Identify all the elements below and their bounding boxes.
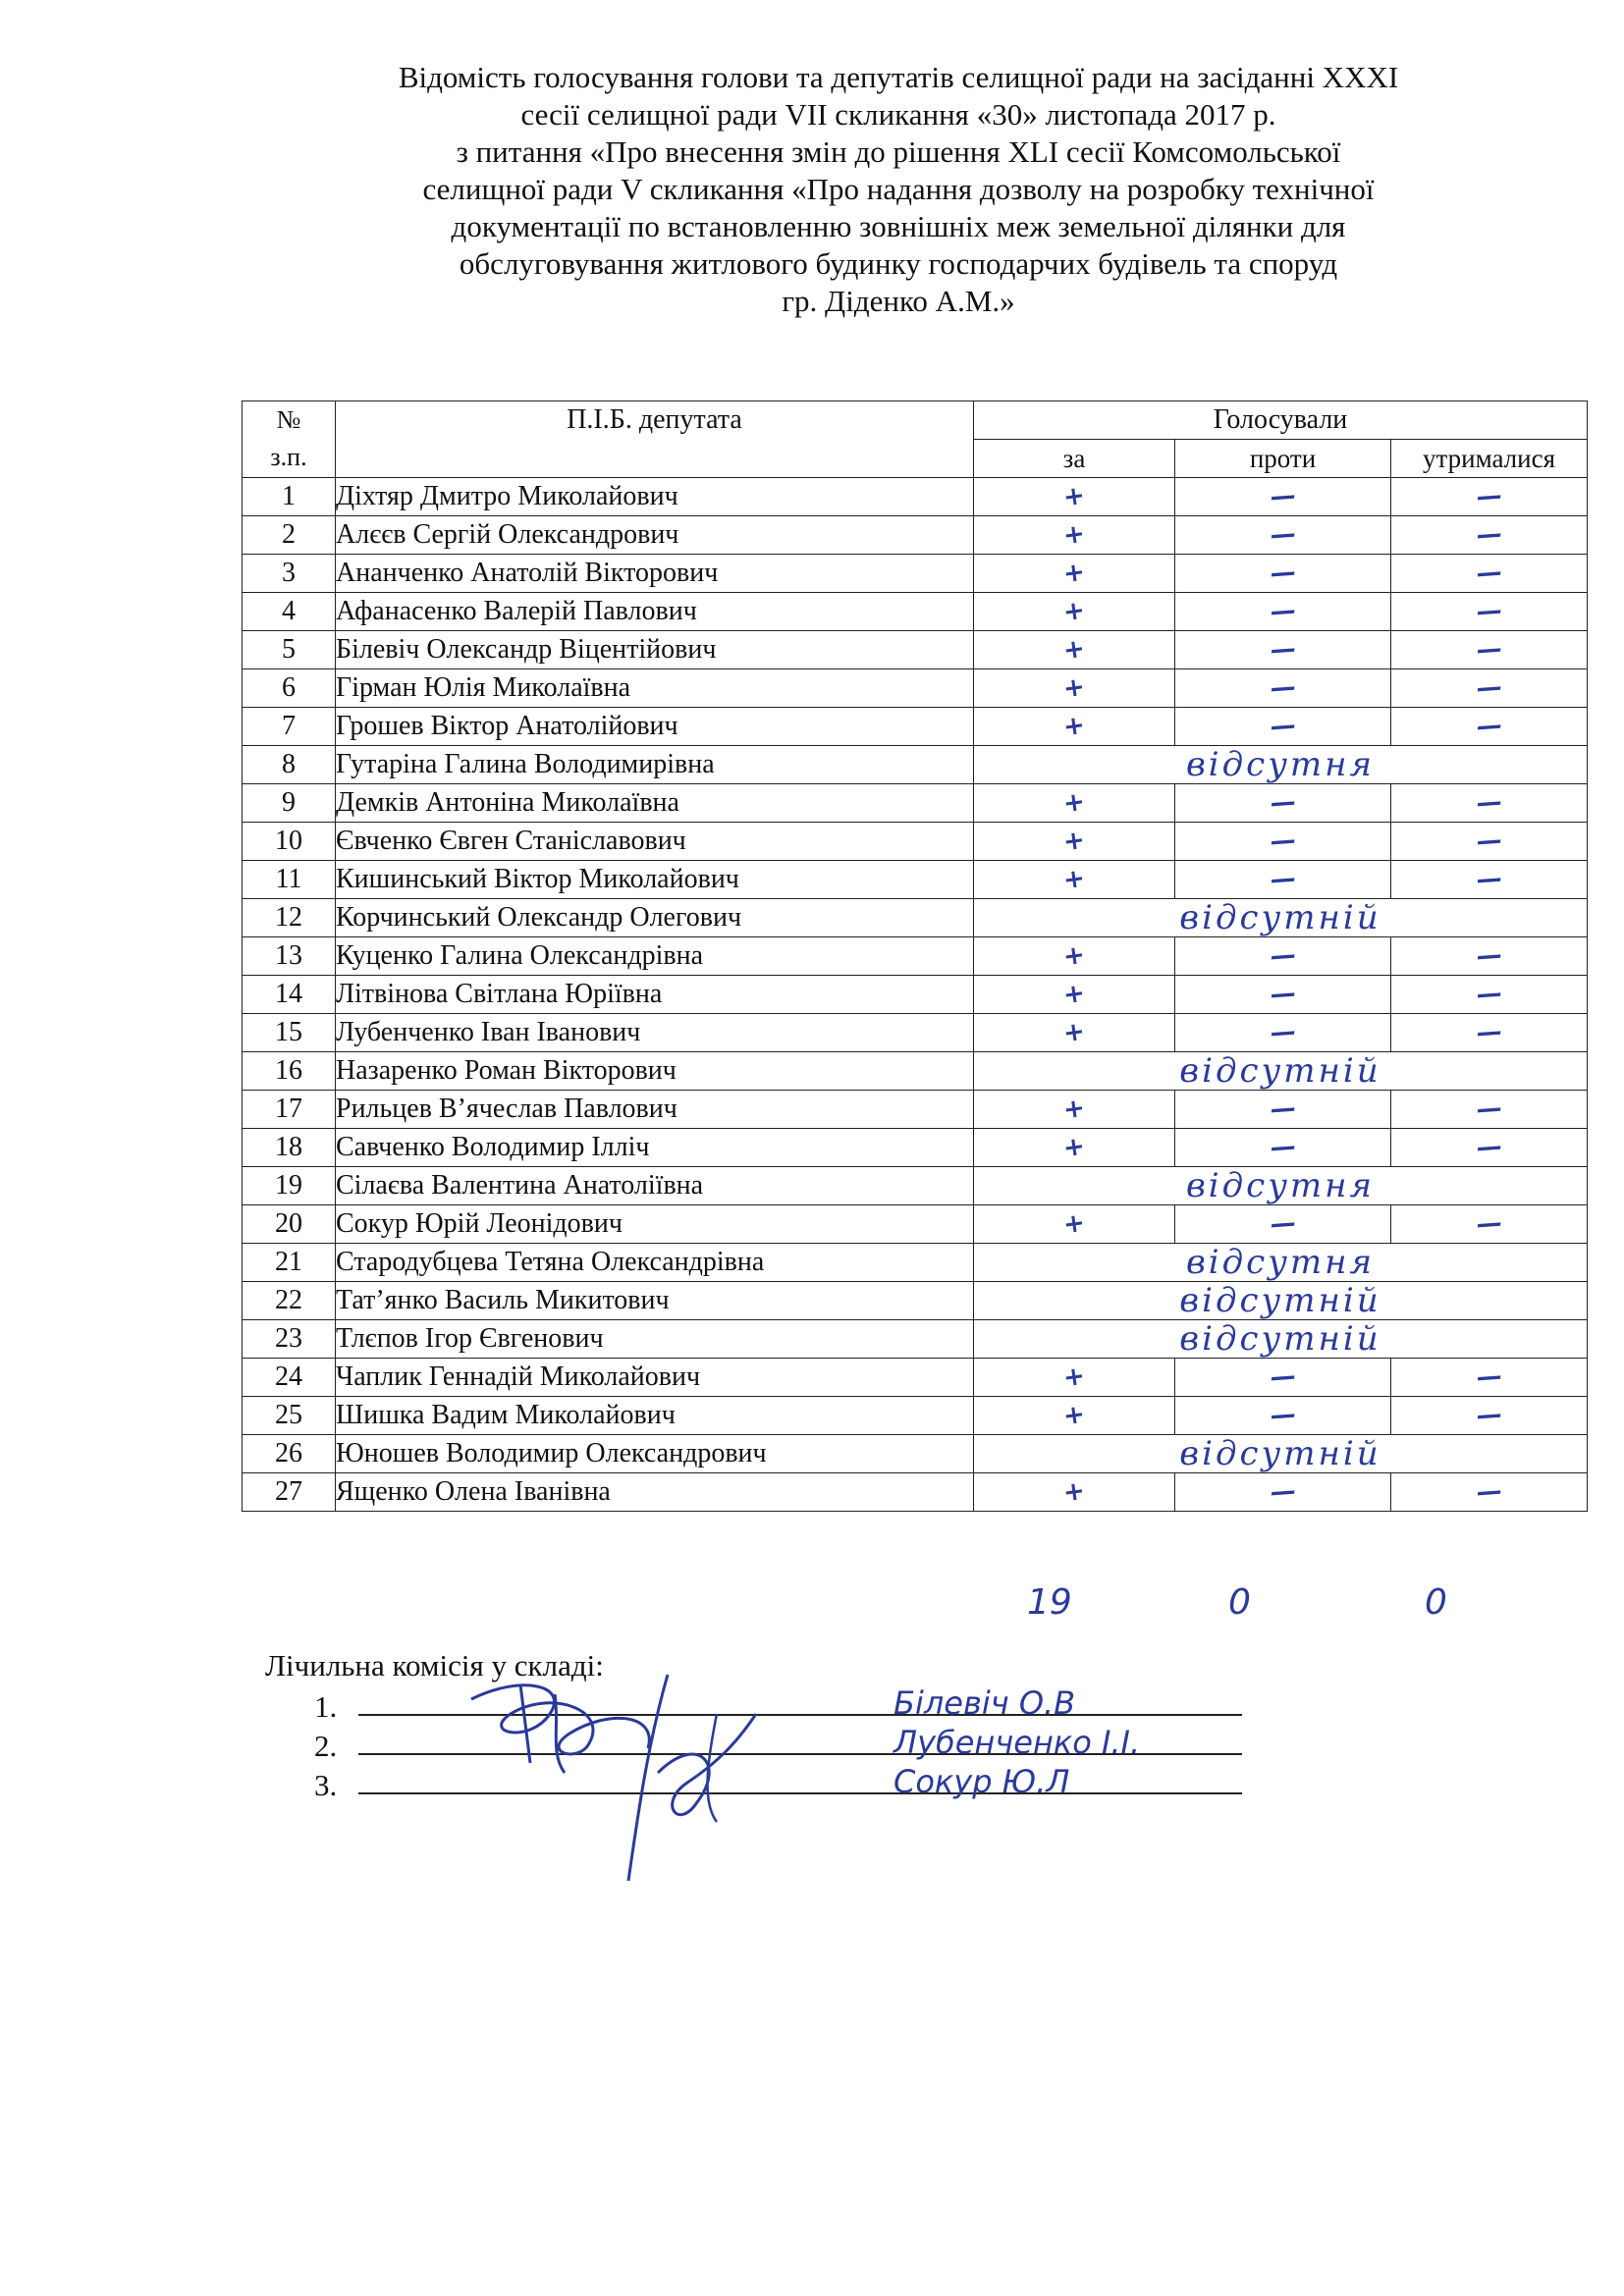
deputy-name: Савченко Володимир Ілліч	[336, 1129, 974, 1167]
vote-against-cell	[1175, 1473, 1391, 1512]
row-number: 10	[243, 823, 336, 861]
vote-abstain-cell	[1391, 784, 1588, 823]
row-number: 2	[243, 516, 336, 555]
vote-abstain-mark: —	[1475, 1094, 1503, 1125]
vote-for-mark: +	[1061, 1361, 1087, 1394]
vote-against-mark: —	[1269, 1400, 1297, 1431]
vote-abstain-mark: —	[1475, 672, 1503, 704]
vote-against-cell	[1175, 1014, 1391, 1052]
table-row	[243, 631, 1588, 669]
vote-for-mark: +	[1061, 939, 1087, 973]
header-for: за	[974, 440, 1175, 478]
deputy-name: Юношев Володимир Олександрович	[336, 1435, 974, 1473]
vote-against-cell	[1175, 516, 1391, 555]
vote-for-mark: +	[1061, 1131, 1087, 1164]
row-number: 21	[243, 1244, 336, 1282]
absent-mark: відсутній	[974, 899, 1588, 937]
vote-for-cell	[974, 1397, 1175, 1435]
header-number-symbol: №	[276, 405, 301, 434]
member-index: 2.	[314, 1729, 338, 1763]
table-row	[243, 1205, 1588, 1244]
vote-for-cell	[974, 937, 1175, 976]
vote-abstain-cell	[1391, 1129, 1588, 1167]
header-against: проти	[1175, 440, 1391, 478]
vote-for-cell	[974, 708, 1175, 746]
table-row	[243, 1473, 1588, 1512]
vote-against-mark: —	[1269, 1017, 1297, 1048]
vote-against-cell	[1175, 1359, 1391, 1397]
vote-abstain-mark: —	[1475, 481, 1503, 512]
table-row	[243, 1435, 1588, 1473]
vote-for-cell	[974, 631, 1175, 669]
total-against: 0	[1228, 1582, 1251, 1623]
vote-for-mark: +	[1061, 595, 1087, 628]
table-row	[243, 593, 1588, 631]
vote-against-mark: —	[1269, 1208, 1297, 1240]
title-line: селищної ради V скликання «Про надання дозволу на розробку технічної	[422, 172, 1375, 206]
absent-mark: відсутній	[974, 1052, 1588, 1091]
deputy-name: Білевіч Олександр Віцентійович	[336, 631, 974, 669]
absent-mark: відсутній	[974, 1282, 1588, 1320]
vote-for-cell	[974, 478, 1175, 516]
vote-against-cell	[1175, 555, 1391, 593]
table-row	[243, 899, 1588, 937]
title-line: Відомість голосування голови та депутатів селищної ради на засіданні XXXI	[398, 60, 1399, 94]
table-row	[243, 1052, 1588, 1091]
commission-title: Лічильна комісія у складі:	[265, 1648, 604, 1682]
row-number: 1	[243, 478, 336, 516]
vote-abstain-cell	[1391, 555, 1588, 593]
vote-against-mark: —	[1269, 979, 1297, 1010]
vote-for-cell	[974, 555, 1175, 593]
deputy-name: Чаплик Геннадій Миколайович	[336, 1359, 974, 1397]
deputy-name: Гірман Юлія Миколаївна	[336, 669, 974, 708]
title-line: з питання «Про внесення змін до рішення XLI сесії Комсомольської	[456, 134, 1341, 169]
vote-against-mark: —	[1269, 787, 1297, 819]
vote-against-cell	[1175, 937, 1391, 976]
title-line: сесії селищної ради VII скликання «30» листопада 2017 р.	[520, 97, 1276, 132]
table-row	[243, 746, 1588, 784]
row-number: 22	[243, 1282, 336, 1320]
vote-for-mark: +	[1061, 1399, 1087, 1432]
vote-abstain-cell	[1391, 1473, 1588, 1512]
vote-abstain-cell	[1391, 669, 1588, 708]
voting-table	[242, 400, 1588, 1512]
vote-abstain-mark: —	[1475, 1208, 1503, 1240]
vote-against-cell	[1175, 1091, 1391, 1129]
row-number: 23	[243, 1320, 336, 1359]
vote-for-mark: +	[1061, 480, 1087, 513]
vote-abstain-mark: —	[1475, 1476, 1503, 1508]
vote-for-mark: +	[1061, 863, 1087, 896]
vote-for-cell	[974, 784, 1175, 823]
row-number: 11	[243, 861, 336, 899]
row-number: 5	[243, 631, 336, 669]
header-name: П.І.Б. депутата	[336, 401, 974, 478]
vote-abstain-mark: —	[1475, 558, 1503, 589]
vote-against-cell	[1175, 478, 1391, 516]
vote-for-mark: +	[1061, 671, 1087, 705]
deputy-name: Куценко Галина Олександрівна	[336, 937, 974, 976]
vote-against-mark: —	[1269, 864, 1297, 895]
vote-abstain-mark: —	[1475, 519, 1503, 551]
vote-abstain-cell	[1391, 937, 1588, 976]
vote-abstain-cell	[1391, 478, 1588, 516]
vote-against-cell	[1175, 1205, 1391, 1244]
table-row	[243, 937, 1588, 976]
vote-against-cell	[1175, 1397, 1391, 1435]
row-number: 8	[243, 746, 336, 784]
row-number: 20	[243, 1205, 336, 1244]
table-row	[243, 823, 1588, 861]
absent-mark: відсутня	[974, 1167, 1588, 1205]
table-row	[243, 1244, 1588, 1282]
vote-for-mark: +	[1061, 1207, 1087, 1241]
vote-abstain-mark: —	[1475, 1400, 1503, 1431]
vote-abstain-mark: —	[1475, 940, 1503, 972]
header-voted: Голосували	[974, 401, 1588, 440]
vote-abstain-cell	[1391, 861, 1588, 899]
deputy-name: Сокур Юрій Леонідович	[336, 1205, 974, 1244]
member-name: Сокур Ю.Л	[893, 1763, 1070, 1800]
deputy-name: Стародубцева Тетяна Олександрівна	[336, 1244, 974, 1282]
absent-mark: відсутня	[974, 746, 1588, 784]
row-number: 24	[243, 1359, 336, 1397]
table-row	[243, 669, 1588, 708]
absent-mark: відсутній	[974, 1435, 1588, 1473]
vote-abstain-cell	[1391, 1014, 1588, 1052]
deputy-name: Ященко Олена Іванівна	[336, 1473, 974, 1512]
row-number: 17	[243, 1091, 336, 1129]
deputy-name: Назаренко Роман Вікторович	[336, 1052, 974, 1091]
vote-abstain-cell	[1391, 1205, 1588, 1244]
vote-for-cell	[974, 516, 1175, 555]
vote-for-cell	[974, 1014, 1175, 1052]
row-number: 3	[243, 555, 336, 593]
deputy-name: Рильцев В’ячеслав Павлович	[336, 1091, 974, 1129]
vote-against-mark: —	[1269, 1094, 1297, 1125]
row-number: 26	[243, 1435, 336, 1473]
vote-abstain-mark: —	[1475, 634, 1503, 666]
vote-for-cell	[974, 593, 1175, 631]
vote-for-cell	[974, 976, 1175, 1014]
vote-abstain-cell	[1391, 1359, 1588, 1397]
vote-totals	[242, 1582, 1587, 1631]
vote-against-cell	[1175, 976, 1391, 1014]
vote-for-mark: +	[1061, 710, 1087, 743]
header-abstain: утрималися	[1391, 440, 1588, 478]
deputy-name: Тлєпов Ігор Євгенович	[336, 1320, 974, 1359]
vote-abstain-mark: —	[1475, 864, 1503, 895]
deputy-name: Кишинський Віктор Миколайович	[336, 861, 974, 899]
vote-against-cell	[1175, 823, 1391, 861]
vote-abstain-cell	[1391, 708, 1588, 746]
row-number: 19	[243, 1167, 336, 1205]
title-line: гр. Діденко А.М.»	[782, 284, 1015, 318]
vote-against-mark: —	[1269, 1132, 1297, 1163]
member-name: Білевіч О.В	[893, 1684, 1076, 1722]
row-number: 25	[243, 1397, 336, 1435]
vote-for-mark: +	[1061, 557, 1087, 590]
vote-abstain-mark: —	[1475, 979, 1503, 1010]
vote-for-cell	[974, 1359, 1175, 1397]
header-number-abbr: з.п.	[270, 443, 307, 471]
vote-against-cell	[1175, 669, 1391, 708]
total-for: 19	[1027, 1582, 1072, 1623]
member-index: 3.	[314, 1768, 338, 1802]
table-row	[243, 708, 1588, 746]
table-row	[243, 1397, 1588, 1435]
vote-abstain-mark: —	[1475, 826, 1503, 857]
member-name: Лубенченко І.І.	[893, 1724, 1141, 1761]
vote-against-mark: —	[1269, 826, 1297, 857]
vote-against-mark: —	[1269, 596, 1297, 627]
vote-for-mark: +	[1061, 786, 1087, 820]
vote-against-mark: —	[1269, 672, 1297, 704]
vote-abstain-mark: —	[1475, 1017, 1503, 1048]
vote-abstain-cell	[1391, 593, 1588, 631]
table-row	[243, 976, 1588, 1014]
vote-for-mark: +	[1061, 1016, 1087, 1049]
member-index: 1.	[314, 1689, 338, 1724]
row-number: 15	[243, 1014, 336, 1052]
vote-abstain-cell	[1391, 1397, 1588, 1435]
deputy-name: Демків Антоніна Миколаївна	[336, 784, 974, 823]
row-number: 12	[243, 899, 336, 937]
vote-against-mark: —	[1269, 940, 1297, 972]
vote-abstain-cell	[1391, 823, 1588, 861]
table-row	[243, 1014, 1588, 1052]
table-row	[243, 861, 1588, 899]
vote-for-mark: +	[1061, 825, 1087, 858]
vote-abstain-mark: —	[1475, 1362, 1503, 1393]
vote-against-cell	[1175, 708, 1391, 746]
vote-against-mark: —	[1269, 1476, 1297, 1508]
row-number: 18	[243, 1129, 336, 1167]
vote-against-mark: —	[1269, 519, 1297, 551]
row-number: 16	[243, 1052, 336, 1091]
vote-against-mark: —	[1269, 1362, 1297, 1393]
deputy-name: Ананченко Анатолій Вікторович	[336, 555, 974, 593]
vote-for-mark: +	[1061, 518, 1087, 552]
header-number	[243, 401, 336, 478]
deputy-name: Гутаріна Галина Володимирівна	[336, 746, 974, 784]
vote-for-cell	[974, 861, 1175, 899]
absent-mark: відсутня	[974, 1244, 1588, 1282]
table-row	[243, 1359, 1588, 1397]
vote-for-cell	[974, 1129, 1175, 1167]
vote-against-mark: —	[1269, 711, 1297, 742]
vote-against-cell	[1175, 593, 1391, 631]
deputy-name: Літвінова Світлана Юріївна	[336, 976, 974, 1014]
vote-for-cell	[974, 1205, 1175, 1244]
deputy-name: Сілаєва Валентина Анатоліївна	[336, 1167, 974, 1205]
vote-abstain-mark: —	[1475, 787, 1503, 819]
absent-mark: відсутній	[974, 1320, 1588, 1359]
vote-against-cell	[1175, 861, 1391, 899]
vote-for-mark: +	[1061, 633, 1087, 667]
row-number: 14	[243, 976, 336, 1014]
deputy-name: Грошев Віктор Анатолійович	[336, 708, 974, 746]
vote-against-cell	[1175, 631, 1391, 669]
vote-for-cell	[974, 823, 1175, 861]
vote-abstain-cell	[1391, 516, 1588, 555]
title-line: обслуговування житлового будинку господарчих будівель та споруд	[459, 246, 1338, 281]
vote-against-mark: —	[1269, 481, 1297, 512]
row-number: 13	[243, 937, 336, 976]
deputy-name: Лубенченко Іван Іванович	[336, 1014, 974, 1052]
vote-for-cell	[974, 669, 1175, 708]
total-abstain: 0	[1425, 1582, 1447, 1623]
table-row	[243, 1167, 1588, 1205]
vote-abstain-mark: —	[1475, 1132, 1503, 1163]
vote-for-mark: +	[1061, 1093, 1087, 1126]
vote-for-mark: +	[1061, 978, 1087, 1011]
vote-abstain-mark: —	[1475, 596, 1503, 627]
deputy-name: Євченко Євген Станіславович	[336, 823, 974, 861]
vote-for-mark: +	[1061, 1475, 1087, 1509]
vote-abstain-cell	[1391, 1091, 1588, 1129]
row-number: 9	[243, 784, 336, 823]
vote-against-mark: —	[1269, 558, 1297, 589]
vote-for-cell	[974, 1473, 1175, 1512]
deputy-name: Діхтяр Дмитро Миколайович	[336, 478, 974, 516]
vote-abstain-cell	[1391, 976, 1588, 1014]
document-title	[245, 59, 1551, 320]
table-row	[243, 1282, 1588, 1320]
vote-against-cell	[1175, 784, 1391, 823]
table-row	[243, 1129, 1588, 1167]
vote-for-cell	[974, 1091, 1175, 1129]
deputy-name: Алєєв Сергій Олександрович	[336, 516, 974, 555]
row-number: 4	[243, 593, 336, 631]
title-line: документації по встановленню зовнішніх меж земельної ділянки для	[451, 209, 1346, 243]
deputy-name: Афанасенко Валерій Павлович	[336, 593, 974, 631]
row-number: 27	[243, 1473, 336, 1512]
vote-abstain-mark: —	[1475, 711, 1503, 742]
table-row	[243, 555, 1588, 593]
handwritten-signatures	[461, 1655, 835, 1900]
deputy-name: Тат’янко Василь Микитович	[336, 1282, 974, 1320]
table-row	[243, 516, 1588, 555]
vote-against-mark: —	[1269, 634, 1297, 666]
vote-abstain-cell	[1391, 631, 1588, 669]
table-row	[243, 784, 1588, 823]
table-row	[243, 478, 1588, 516]
table-row	[243, 1320, 1588, 1359]
table-row	[243, 1091, 1588, 1129]
deputy-name: Корчинський Олександр Олегович	[336, 899, 974, 937]
deputy-name: Шишка Вадим Миколайович	[336, 1397, 974, 1435]
row-number: 7	[243, 708, 336, 746]
row-number: 6	[243, 669, 336, 708]
vote-against-cell	[1175, 1129, 1391, 1167]
